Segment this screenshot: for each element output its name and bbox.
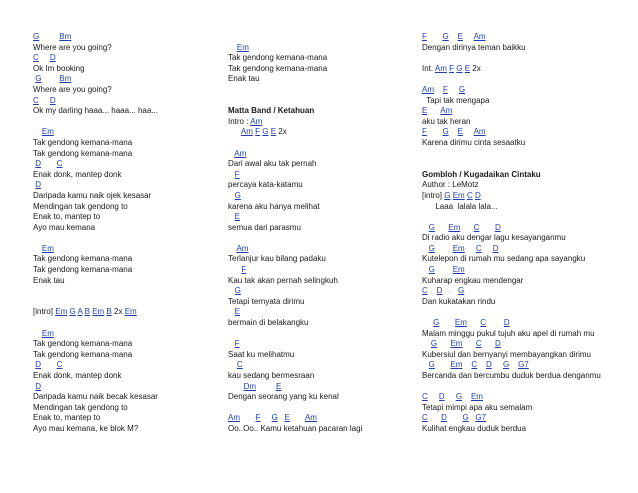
lyric-line: Tak gendong kemana-mana — [228, 63, 328, 73]
chord-line — [422, 106, 632, 117]
blank-line — [228, 85, 418, 96]
chord-link[interactable]: G — [433, 318, 440, 328]
chord-link[interactable]: Em — [41, 328, 54, 338]
chord-link[interactable]: G — [234, 190, 241, 200]
lyric-line: Laaa lalala lala... — [422, 201, 498, 211]
chord-link[interactable]: C — [422, 413, 428, 423]
chord-link[interactable]: G — [442, 127, 449, 137]
chord-link[interactable]: D — [441, 413, 447, 423]
chord-link[interactable]: B — [84, 307, 90, 317]
lyric-line: Kuharap engkau mendengar — [422, 275, 524, 285]
lyric-line: Tak gendong kemana-mana — [228, 53, 328, 63]
chord-link[interactable]: Em — [452, 243, 465, 253]
chord-line — [422, 223, 632, 234]
lyric-line: Tak gendong kemana-mana — [33, 254, 133, 264]
chord-line — [422, 286, 632, 297]
chord-link[interactable]: F — [422, 127, 427, 137]
chord-link[interactable]: E — [234, 307, 241, 317]
chord-line — [228, 339, 418, 350]
lyric-line: Malam minggu pukul tujuh aku apel di rumah mu — [422, 328, 595, 338]
song-title: Matta Band / Ketahuan — [228, 106, 315, 116]
lyric-line: Enak donk, mantep donk — [33, 169, 122, 179]
chord-link[interactable]: D — [503, 318, 510, 328]
lyric-line: Enak tau — [228, 74, 260, 84]
chord-link[interactable]: E — [464, 63, 471, 73]
chord-link[interactable]: Em — [41, 127, 54, 137]
chord-link[interactable]: F — [442, 84, 448, 94]
chord-link[interactable]: Am — [473, 32, 486, 41]
lyric-line: Where are you going? — [33, 42, 112, 52]
chord-link[interactable]: B — [106, 307, 112, 317]
chord-link[interactable]: E — [270, 127, 277, 137]
lyric-line: Tak gendong kemana-mana — [33, 349, 133, 359]
lyric-line: Oo..Oo.. Kamu ketahuan pacaran lagi — [228, 423, 363, 433]
chord-link[interactable]: Em — [92, 307, 105, 317]
chord-link[interactable]: A — [77, 307, 83, 317]
chord-link[interactable]: Em — [452, 265, 465, 275]
lyric-line: Where are you going? — [33, 84, 112, 94]
lyric-line: Enak donk, mantep donk — [33, 371, 122, 380]
chord-link[interactable]: Em — [124, 307, 137, 317]
chord-line — [33, 180, 223, 191]
chord-line — [422, 32, 632, 43]
chord-link[interactable]: G — [458, 84, 466, 94]
chord-link[interactable]: D — [35, 159, 42, 169]
lyric-line: bermain di belakangku — [228, 318, 309, 328]
lyric-line: Ayo mau kemana — [33, 222, 96, 232]
chord-link[interactable]: Am — [440, 106, 453, 116]
lyric-line: Di radio aku dengar lagu kesayanganmu — [422, 233, 566, 243]
lyric-line: semua dari parasmu — [228, 222, 301, 232]
chord-line — [228, 43, 418, 54]
chord-line — [33, 53, 223, 64]
chord-line — [33, 360, 223, 371]
chord-link[interactable]: G — [428, 265, 435, 275]
lyric-line: Tak gendong kemana-mana — [33, 148, 133, 158]
chord-line — [33, 244, 223, 255]
chord-link[interactable]: G — [458, 286, 465, 296]
chord-link[interactable]: Bm — [59, 74, 72, 84]
chord-link[interactable]: C — [56, 360, 63, 370]
blank-line — [228, 403, 418, 414]
lyric-line: Dengan seorang yang ku kenal — [228, 392, 339, 402]
blank-line — [33, 286, 223, 297]
blank-line — [422, 159, 632, 170]
chord-link[interactable]: E — [234, 212, 241, 222]
chord-link[interactable]: E — [422, 106, 428, 116]
chord-link[interactable]: Am — [250, 116, 263, 126]
blank-line — [228, 32, 418, 43]
chord-link[interactable]: C — [56, 159, 63, 169]
chord-link[interactable]: Em — [55, 307, 68, 317]
chord-link[interactable]: G — [430, 339, 438, 349]
chord-link[interactable]: Am — [434, 63, 447, 73]
chord-link[interactable]: F — [449, 63, 455, 73]
mixed-line — [422, 191, 632, 202]
chord-link[interactable]: D — [494, 222, 501, 232]
chord-link[interactable]: C — [475, 243, 482, 253]
lyric-line: percaya kata-katamu — [228, 180, 303, 190]
lyric-line: Ok Im booking — [33, 63, 85, 73]
chord-link[interactable]: C — [471, 360, 478, 370]
chord-link[interactable]: Em — [41, 243, 54, 253]
lyric-line: karena aku hanya melihat — [228, 201, 320, 211]
chord-link[interactable]: G — [456, 63, 463, 73]
chord-line — [228, 307, 418, 318]
lyric-line: Daripada kamu naik becak kesasar — [33, 392, 158, 402]
chord-link[interactable]: G — [428, 222, 435, 232]
chord-line — [228, 360, 418, 371]
chord-link[interactable]: E — [457, 32, 463, 41]
chord-link[interactable]: C — [236, 360, 243, 370]
blank-line — [228, 138, 418, 149]
chord-link[interactable]: F — [241, 265, 247, 275]
chord-line — [422, 244, 632, 255]
lyric-line: Tetapi mimpi apa aku semalam — [422, 402, 533, 412]
chord-link[interactable]: Em — [450, 339, 463, 349]
chord-line — [228, 149, 418, 160]
chord-line — [422, 85, 632, 96]
chord-line — [33, 74, 223, 85]
chord-link[interactable]: D — [486, 360, 492, 370]
chord-link[interactable]: Am — [234, 148, 247, 158]
chord-line — [33, 329, 223, 340]
lyric-line: Ok my darling haaa... haaa... haa... — [33, 106, 158, 116]
chord-link[interactable]: D — [474, 190, 481, 200]
chord-link[interactable]: Am — [304, 413, 317, 423]
chord-link[interactable]: C — [33, 95, 39, 105]
line-text: 2x — [276, 127, 287, 137]
line-text — [228, 127, 241, 136]
chord-line — [228, 265, 418, 276]
lyric-line: Enak to, mantep to — [33, 413, 101, 423]
lyric-line: Enak to, mantep to — [33, 212, 101, 222]
chord-link[interactable]: C — [473, 222, 480, 232]
chord-link[interactable]: Am — [228, 413, 240, 423]
lyric-line: Dari awal aku tak pernah — [228, 159, 317, 169]
chord-line — [422, 265, 632, 276]
chord-link[interactable]: F — [255, 413, 261, 423]
chord-link[interactable]: D — [49, 95, 56, 105]
chord-link[interactable]: G — [444, 190, 451, 200]
lyrics-column-1 — [33, 32, 223, 435]
chord-link[interactable]: D — [438, 392, 445, 402]
blank-line — [422, 149, 632, 160]
chord-link[interactable]: Em — [236, 42, 249, 52]
blank-line — [33, 318, 223, 329]
chord-link[interactable]: F — [234, 339, 240, 349]
chord-link[interactable]: Bm — [59, 32, 72, 41]
mixed-line — [228, 117, 418, 128]
chord-link[interactable]: D — [35, 180, 42, 190]
chord-link[interactable]: Em — [454, 318, 467, 328]
blank-line — [422, 382, 632, 393]
chord-line — [33, 127, 223, 138]
chord-link[interactable]: F — [234, 169, 240, 179]
chord-line — [422, 392, 632, 403]
chord-link[interactable]: F — [255, 127, 261, 137]
chord-link[interactable]: E — [284, 413, 290, 423]
line-text: 2x — [111, 307, 125, 317]
lyric-line: Daripada kamu naik ojek kesasar — [33, 190, 152, 200]
chord-link[interactable]: D — [492, 243, 499, 253]
lyric-line: Ayo mau kemana, ke blok M? — [33, 423, 139, 433]
mixed-line — [422, 64, 632, 75]
chord-link[interactable]: C — [480, 318, 487, 328]
lyrics-column-2 — [228, 32, 418, 435]
line-text: [intro] — [33, 307, 56, 317]
blank-line — [422, 74, 632, 85]
chord-link[interactable]: C — [33, 53, 39, 63]
blank-line — [228, 96, 418, 107]
lyric-line: Terlanjur kau bilang padaku — [228, 254, 326, 264]
lyric-line: Tapi tak mengapa — [422, 95, 490, 105]
line-text: 2x — [470, 63, 481, 73]
chord-link[interactable]: G — [442, 32, 449, 41]
chord-link[interactable]: D — [436, 286, 443, 296]
blank-line — [33, 117, 223, 128]
lyric-line: aku tak heran — [422, 116, 471, 126]
lyric-line: Author : LeMotz — [422, 180, 479, 190]
chord-link[interactable]: Em — [450, 360, 463, 370]
lyrics-column-3 — [422, 32, 632, 435]
chord-link[interactable]: G — [428, 360, 435, 370]
line-text: [intro] — [422, 190, 445, 200]
chord-link[interactable]: C — [422, 392, 428, 402]
lyric-line: Tak gendong kemana-mana — [33, 137, 133, 147]
chord-link[interactable]: E — [457, 127, 463, 137]
chord-link[interactable]: Dm — [243, 381, 257, 391]
blank-line — [33, 297, 223, 308]
chord-line — [228, 286, 418, 297]
chord-link[interactable]: G — [33, 32, 40, 41]
chord-line — [422, 413, 632, 424]
chord-link[interactable]: D — [35, 381, 42, 391]
line-text: Int. — [422, 63, 435, 73]
song-title: Gombloh / Kugadaikan Cintaku — [422, 169, 541, 179]
lyric-line: Karena dirimu cinta sesaatku — [422, 137, 526, 147]
chord-link[interactable]: G — [262, 127, 269, 137]
chord-link[interactable]: C — [466, 190, 473, 200]
chord-link[interactable]: Am — [473, 127, 486, 137]
blank-line — [422, 307, 632, 318]
chord-link[interactable]: G — [271, 413, 278, 423]
chord-line — [33, 96, 223, 107]
chord-link[interactable]: G — [462, 413, 469, 423]
chord-line — [33, 382, 223, 393]
chord-link[interactable]: D — [494, 339, 501, 349]
chord-link[interactable]: D — [49, 53, 56, 63]
blank-line — [422, 53, 632, 64]
chord-line — [228, 191, 418, 202]
lyric-line: Bercanda dan bercumbu duduk berdua denganmu — [422, 371, 601, 380]
lyric-line: Tak gendong kemana-mana — [33, 339, 133, 349]
chord-link[interactable]: G — [502, 360, 510, 370]
blank-line — [33, 233, 223, 244]
chord-link[interactable]: C — [475, 339, 482, 349]
lyric-line: Dengan dirinya teman baikku — [422, 42, 526, 52]
lyric-line: Tak gendong kemana-mana — [33, 265, 133, 275]
chord-link[interactable]: Am — [422, 84, 434, 94]
chord-line — [422, 339, 632, 350]
chord-link[interactable]: G7 — [475, 413, 487, 423]
chord-link[interactable]: Em — [448, 222, 461, 232]
chord-link[interactable]: E — [276, 381, 282, 391]
chord-link[interactable]: F — [422, 32, 427, 41]
chord-line — [33, 159, 223, 170]
chord-link[interactable]: C — [422, 286, 428, 296]
chord-link[interactable]: G7 — [518, 360, 529, 370]
blank-line — [228, 233, 418, 244]
chord-link[interactable]: Am — [236, 243, 249, 253]
chord-line — [228, 170, 418, 181]
lyric-line: Saat ku melihatmu — [228, 349, 295, 359]
lyric-line: kau sedang bermesraan — [228, 371, 315, 380]
lyric-line: Kutelepon di rumah mu sedang apa sayangku — [422, 254, 586, 264]
chord-line — [228, 413, 418, 424]
chord-link[interactable]: G — [35, 74, 42, 84]
lyric-line: Mendingan tak gendong to — [33, 201, 128, 211]
lyric-line: Kubersiul dan bernyanyi membayangkan dirimu — [422, 349, 591, 359]
mixed-line — [228, 127, 418, 138]
lyric-line: Tetapi ternyata dirimu — [228, 296, 305, 306]
line-text: Intro : — [228, 116, 251, 126]
chord-link[interactable]: G — [69, 307, 76, 317]
lyric-line: Kau tak akan pernah selingkuh — [228, 275, 338, 285]
lyric-line: Enak tau — [33, 275, 65, 285]
chord-line — [422, 127, 632, 138]
lyric-line: Kulihat engkau duduk berdua — [422, 423, 527, 433]
chord-link[interactable]: Am — [240, 127, 253, 137]
chord-line — [422, 360, 632, 371]
blank-line — [228, 329, 418, 340]
chord-link[interactable]: G — [428, 243, 435, 253]
lyric-line: Dan kukatakan rindu — [422, 296, 496, 306]
chord-line — [33, 32, 223, 43]
blank-line — [422, 212, 632, 223]
chord-link[interactable]: Em — [452, 190, 465, 200]
chord-line — [422, 318, 632, 329]
chord-link[interactable]: G — [455, 392, 463, 402]
chord-link[interactable]: G — [234, 286, 241, 296]
chord-link[interactable]: Em — [470, 392, 483, 402]
lyric-line: Mendingan tak gendong to — [33, 402, 128, 412]
chord-link[interactable]: D — [35, 360, 42, 370]
mixed-line — [33, 307, 223, 318]
chord-line — [228, 212, 418, 223]
chord-line — [228, 382, 418, 393]
chord-line — [228, 244, 418, 255]
